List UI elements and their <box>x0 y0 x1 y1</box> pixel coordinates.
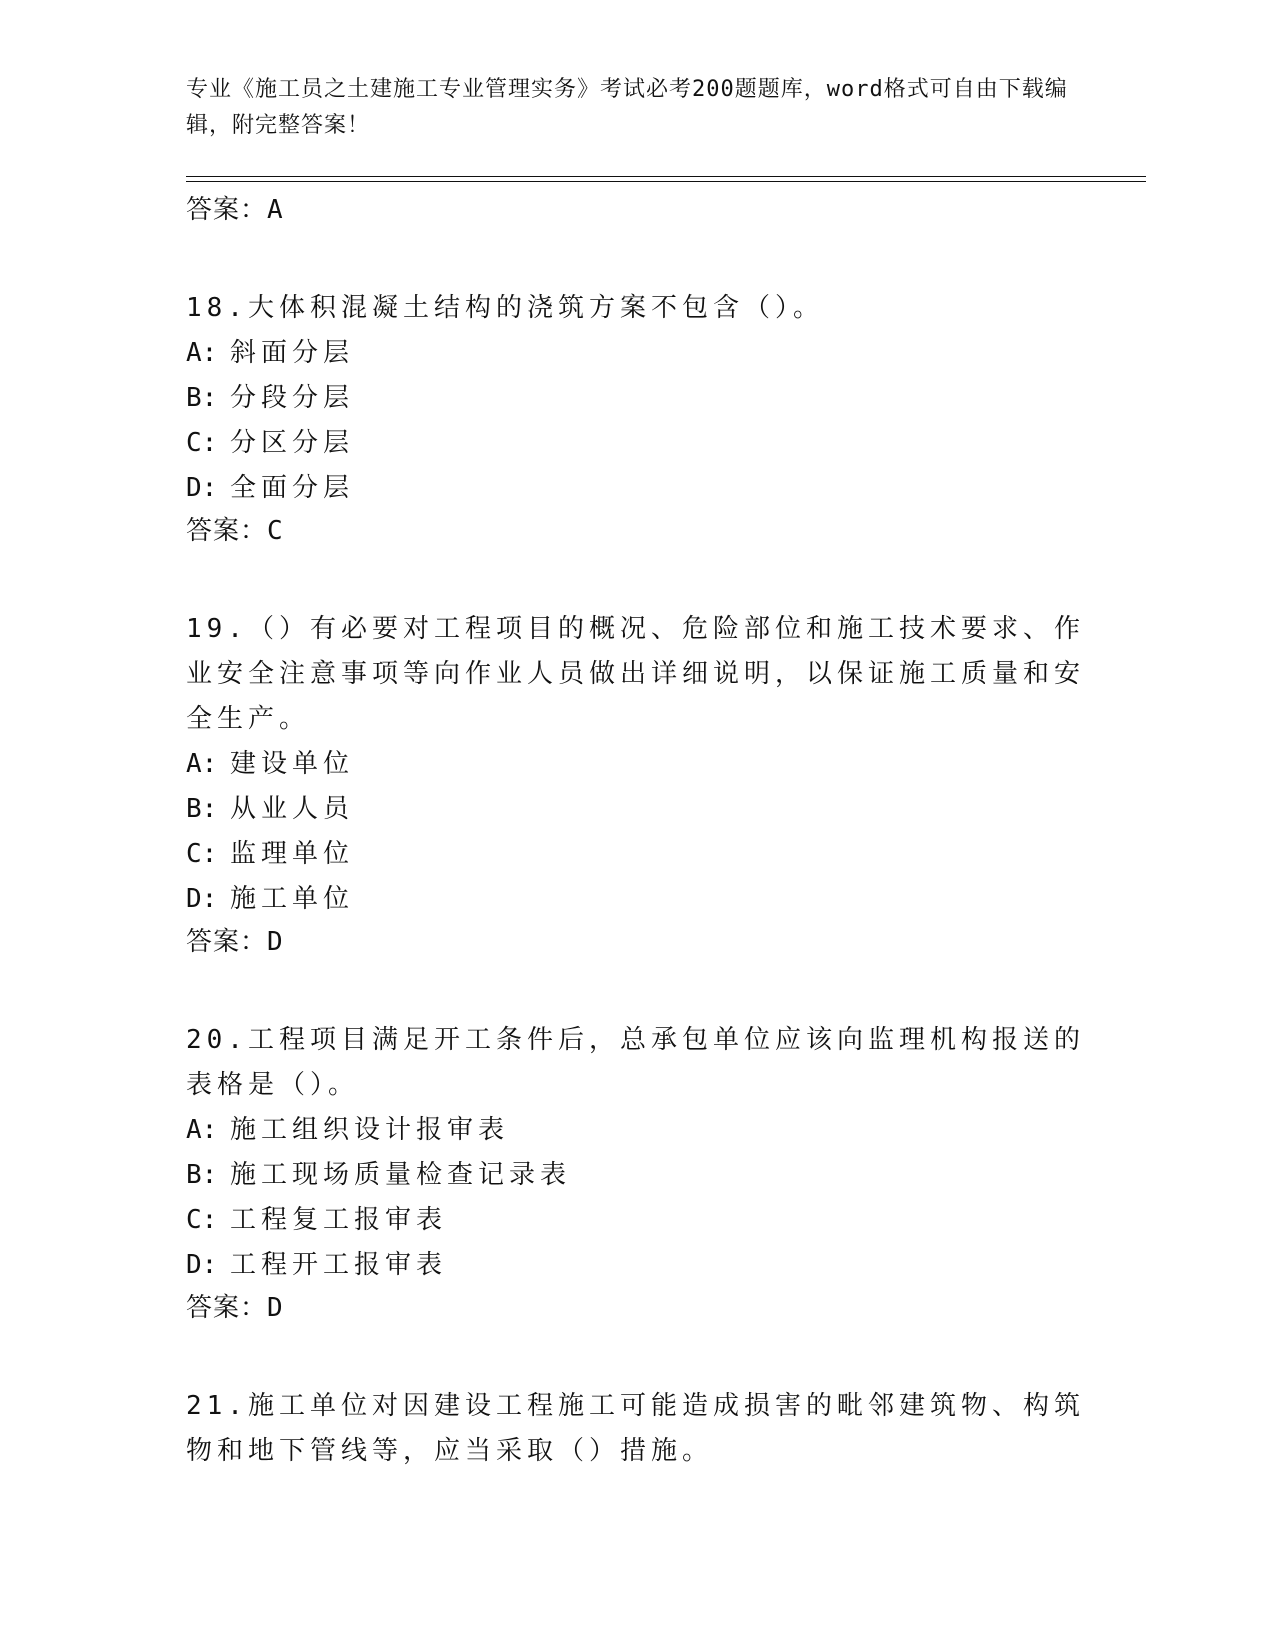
option-text: 工程开工报审表 <box>230 1250 448 1280</box>
question-stem: 19.（）有必要对工程项目的概况、危险部位和施工技术要求、作业安全注意事项等向作业人员做出详细说明，以保证施工质量和安全生产。 <box>186 614 1086 734</box>
question-18 <box>186 286 1086 551</box>
document-header: 专业《施工员之土建施工专业管理实务》考试必考200题题库，word格式可自由下载编辑，附完整答案！ <box>186 77 1068 138</box>
answer-label: 答案： <box>186 1293 268 1323</box>
option-c <box>186 421 1086 466</box>
question-stem: 18.大体积混凝土结构的浇筑方案不包含（）。 <box>186 293 824 323</box>
answer-value: D <box>267 1293 284 1323</box>
option-text: 分区分层 <box>230 428 355 458</box>
question-stem: 21.施工单位对因建设工程施工可能造成损害的毗邻建筑物、构筑物和地下管线等，应当采取（）措施。 <box>186 1391 1085 1466</box>
option-letter: A: <box>186 1115 218 1145</box>
answer-line <box>186 190 1086 230</box>
option-d <box>186 877 1086 922</box>
option-text: 监理单位 <box>230 839 355 869</box>
option-text: 工程复工报审表 <box>230 1205 448 1235</box>
answer-value: A <box>267 195 284 225</box>
option-b <box>186 376 1086 421</box>
option-letter: B: <box>186 1160 218 1190</box>
question-stem: 20.工程项目满足开工条件后，总承包单位应该向监理机构报送的表格是（）。 <box>186 1025 1085 1100</box>
answer-line <box>186 922 1086 962</box>
option-letter: C: <box>186 839 218 869</box>
answer-value: D <box>267 927 284 957</box>
option-text: 施工组织设计报审表 <box>230 1115 510 1145</box>
option-text: 建设单位 <box>230 749 355 779</box>
option-a <box>186 1108 1086 1153</box>
header-divider-double <box>186 181 1146 182</box>
question-19 <box>186 607 1086 962</box>
option-text: 斜面分层 <box>230 338 355 368</box>
option-text: 从业人员 <box>230 794 355 824</box>
option-text: 分段分层 <box>230 383 355 413</box>
answer-label: 答案： <box>186 195 268 225</box>
option-d <box>186 466 1086 511</box>
option-letter: D: <box>186 1250 218 1280</box>
option-text: 全面分层 <box>230 473 355 503</box>
option-a <box>186 742 1086 787</box>
option-b <box>186 787 1086 832</box>
option-letter: B: <box>186 794 218 824</box>
option-b <box>186 1153 1086 1198</box>
option-text: 施工单位 <box>230 884 355 914</box>
header-divider <box>186 176 1146 177</box>
option-letter: D: <box>186 473 218 503</box>
option-letter: C: <box>186 428 218 458</box>
option-letter: A: <box>186 338 218 368</box>
option-letter: A: <box>186 749 218 779</box>
option-letter: B: <box>186 383 218 413</box>
option-text: 施工现场质量检查记录表 <box>230 1160 572 1190</box>
question-20 <box>186 1018 1086 1328</box>
answer-label: 答案： <box>186 516 268 546</box>
option-c <box>186 1198 1086 1243</box>
answer-value: C <box>267 516 284 546</box>
answer-line <box>186 1288 1086 1328</box>
answer-label: 答案： <box>186 927 268 957</box>
document-body <box>186 190 1086 1474</box>
answer-line <box>186 511 1086 551</box>
option-letter: D: <box>186 884 218 914</box>
option-letter: C: <box>186 1205 218 1235</box>
option-a <box>186 331 1086 376</box>
question-21 <box>186 1384 1086 1474</box>
option-c <box>186 832 1086 877</box>
option-d <box>186 1243 1086 1288</box>
